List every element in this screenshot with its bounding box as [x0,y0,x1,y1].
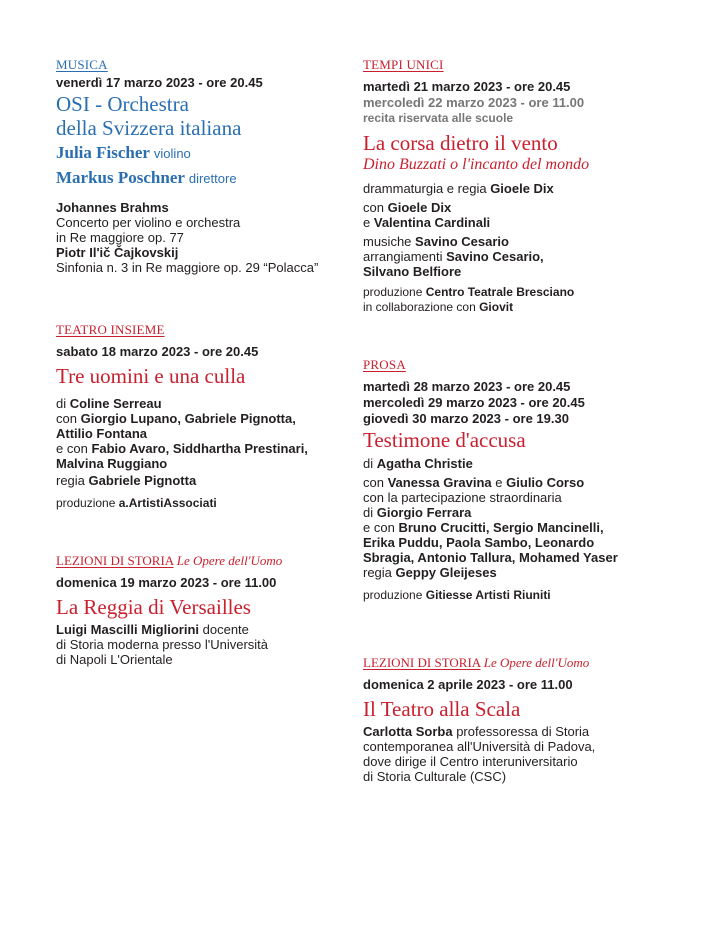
text-segment: produzione [56,496,116,510]
event-date: domenica 19 marzo 2023 - ore 11.00 [56,575,277,590]
text-segment: arrangiamenti [363,249,443,264]
text-segment: Le Opere dell'Uomo [176,553,283,568]
event-date: mercoledì 29 marzo 2023 - ore 20.45 [363,395,585,410]
title-line: OSI - Orchestra [56,92,189,116]
text-segment: Giorgio Ferrara [376,505,472,520]
title-line: della Svizzera italiana [56,116,242,140]
text-segment: docente [202,622,249,637]
text-segment: Luigi Mascilli Migliorini [56,622,200,637]
text-segment: di [363,505,374,520]
text-segment: Savino Cesario [415,234,509,249]
text-segment: Centro Teatrale Bresciano [425,285,575,299]
event-date: sabato 18 marzo 2023 - ore 20.45 [56,344,259,359]
performer [56,142,351,165]
credits [363,181,663,279]
text-segment: a.ArtistiAssociati [118,496,217,510]
event-date: martedì 28 marzo 2023 - ore 20.45 [363,379,571,394]
text-segment: con [56,411,77,426]
event-corsa [363,57,663,315]
credits [363,456,663,580]
work: Sinfonia n. 3 in Re maggiore op. 29 “Polacca” [56,260,319,275]
event-osi [56,57,351,275]
text-segment: drammaturgia e regia [363,181,487,196]
text-segment: Gioele Dix [387,200,452,215]
text-segment: con [363,475,384,490]
event-title: Il Teatro alla Scala [363,697,521,721]
event-testimone [363,357,663,603]
work: Concerto per violino e orchestra [56,215,241,230]
speaker [56,622,351,667]
text-segment: Carlotta Sorba [363,724,453,739]
event-note: recita riservata alle scuole [363,111,514,125]
text-segment: e con [56,441,88,456]
category-label [56,553,351,568]
event-title: La corsa dietro il vento [363,131,558,155]
event-title: Tre uomini e una culla [56,364,246,388]
text-segment: con [363,200,384,215]
text-segment: Silvano Belfiore [363,264,462,279]
text-segment: Savino Cesario, [446,249,544,264]
text-segment: regia [363,565,392,580]
event-date: mercoledì 22 marzo 2023 - ore 11.00 [363,95,585,110]
text-segment: con la partecipazione straordinaria [363,490,562,505]
performer-name: Julia Fischer [56,143,150,162]
text-segment: Giulio Corso [506,475,585,490]
text-segment: Agatha Christie [376,456,473,471]
text-segment: professoressa di Storia [456,724,590,739]
text-segment: Bruno Crucitti, Sergio Mancinelli, [398,520,604,535]
work: in Re maggiore op. 77 [56,230,184,245]
speaker [363,724,663,784]
composer: Johannes Brahms [56,200,169,215]
performer-role: direttore [188,171,237,186]
text-segment: Sbragia, Antonio Tallura, Mohamed Yaser [363,550,618,565]
text-segment: contemporanea all'Università di Padova, [363,739,596,754]
category-label [363,655,663,670]
event-scala [363,655,663,784]
text-segment: Le Opere dell'Uomo [483,655,590,670]
event-date: giovedì 30 marzo 2023 - ore 19.30 [363,411,569,426]
category-label: TEATRO INSIEME [56,322,165,337]
text-segment: in collaborazione con [363,300,476,314]
program [56,200,351,275]
event-title: La Reggia di Versailles [56,595,251,619]
text-segment: di Storia moderna presso l'Università [56,637,269,652]
text-segment: Giorgio Lupano, Gabriele Pignotta, [80,411,296,426]
event-versailles [56,553,351,667]
production [56,496,351,511]
text-segment: Vanessa Gravina [387,475,492,490]
text-segment: Fabio Avaro, Siddhartha Prestinari, [91,441,308,456]
text-segment: Geppy Gleijeses [395,565,497,580]
event-date: venerdì 17 marzo 2023 - ore 20.45 [56,75,263,90]
text-segment: dove dirige il Centro interuniversitario [363,754,578,769]
text-segment: e [495,475,503,490]
text-segment: LEZIONI DI STORIA [363,655,481,670]
category-label: MUSICA [56,57,108,72]
text-segment: Giovit [479,300,514,314]
text-segment: produzione [363,285,423,299]
text-segment: Erika Puddu, Paola Sambo, Leonardo [363,535,595,550]
production [363,588,663,603]
text-segment: di Napoli L'Orientale [56,652,173,667]
category-label: PROSA [363,357,406,372]
production [363,285,663,315]
text-segment: e con [363,520,395,535]
text-segment: Attilio Fontana [56,426,147,441]
text-segment: Coline Serreau [69,396,162,411]
text-segment: di [363,456,374,471]
event-date: domenica 2 aprile 2023 - ore 11.00 [363,677,573,692]
text-segment: Gabriele Pignotta [88,473,197,488]
text-segment: regia [56,473,85,488]
text-segment: musiche [363,234,412,249]
text-segment: di [56,396,67,411]
performer-name: Markus Poschner [56,168,185,187]
text-segment: Gioele Dix [490,181,554,196]
text-segment: produzione [363,588,423,602]
credits [56,396,351,488]
text-segment: e [363,215,371,230]
event-date: martedì 21 marzo 2023 - ore 20.45 [363,79,571,94]
text-segment: di Storia Culturale (CSC) [363,769,507,784]
event-tre-uomini [56,322,351,511]
performer [56,167,351,190]
composer: Piotr Il'ič Čajkovskij [56,245,179,260]
event-title: Testimone d'accusa [363,428,526,452]
performer-role: violino [153,146,191,161]
text-segment: LEZIONI DI STORIA [56,553,174,568]
event-subtitle: Dino Buzzati o l'incanto del mondo [363,156,590,173]
event-title [56,92,351,140]
text-segment: Valentina Cardinali [373,215,491,230]
text-segment: Malvina Ruggiano [56,456,168,471]
text-segment: Gitiesse Artisti Riuniti [425,588,551,602]
category-label: TEMPI UNICI [363,57,444,72]
